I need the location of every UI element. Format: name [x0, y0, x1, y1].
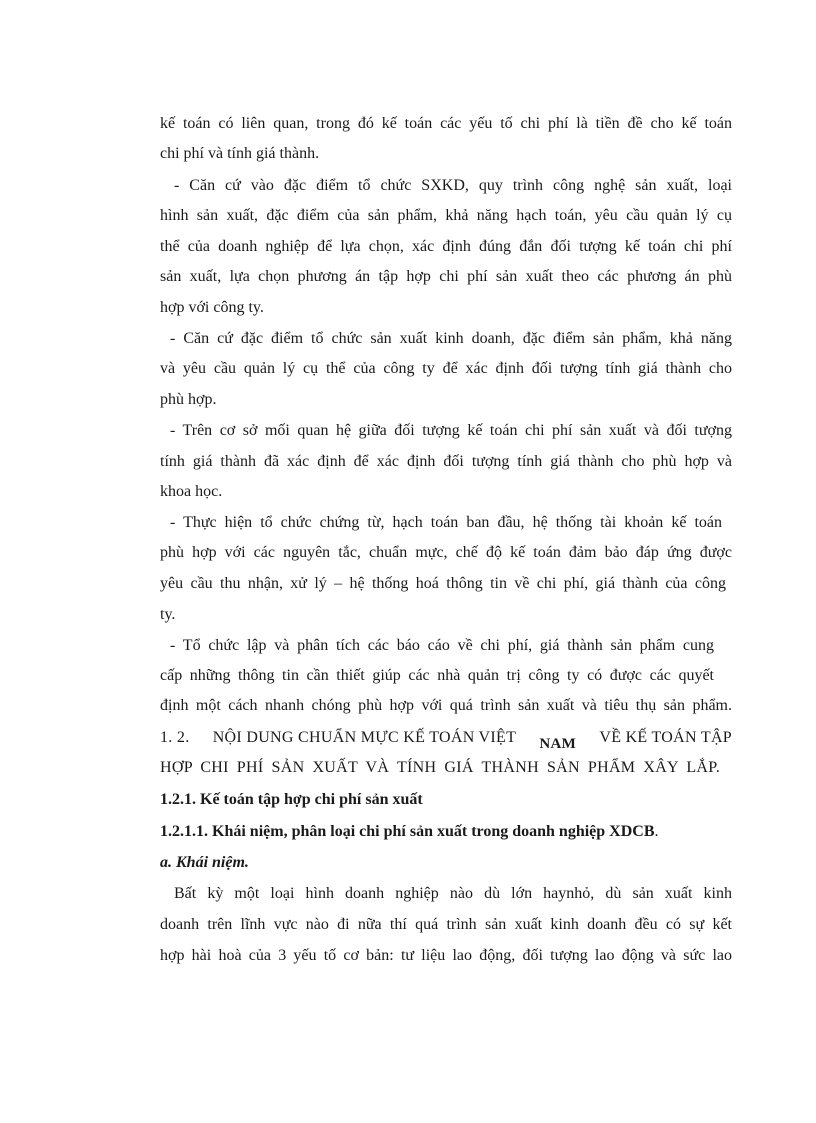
- final-line-3: hợp hài hoà của 3 yếu tố cơ bản: tư liệu lao động, đối tượng lao động và sức lao: [160, 947, 732, 964]
- bullet-line-2: - Căn cứ đặc điểm tổ chức sản xuất kinh doanh, đặc điểm sản phẩm, khả năng: [170, 330, 732, 347]
- text-line-16: yêu cầu thu nhận, xử lý – hệ thống hoá thông tin về chi phí, giá thành của công: [160, 575, 726, 592]
- bullet-line-5: - Tổ chức lập và phân tích các báo cáo về chi phí, giá thành sản phẩm cung: [170, 637, 714, 654]
- main-heading-part1: NỘI DUNG CHUẨN MỰC KẾ TOÁN VIỆT: [212, 729, 517, 746]
- bullet-line-1: - Căn cứ vào đặc điểm tổ chức SXKD, quy trình công nghệ sản xuất, loại: [174, 177, 732, 194]
- bullet-line-4: - Thực hiện tổ chức chứng từ, hạch toán ban đầu, hệ thống tài khoản kế toán: [170, 514, 722, 531]
- text-line-6: sản xuất, lựa chọn phương án tập hợp chi phí sản xuất theo các phương án phù: [160, 268, 732, 285]
- text-line-17: ty.: [160, 606, 176, 623]
- final-line-2: doanh trên lĩnh vực nào đi nữa thí quá trình sản xuất kinh doanh đều có sự kết: [160, 916, 732, 933]
- text-line-5: thể của doanh nghiệp để lựa chọn, xác định đúng đắn đối tượng kế toán chi phí: [160, 238, 732, 255]
- text-line-7: hợp với công ty.: [160, 299, 264, 316]
- heading-1-2-1-1: [160, 822, 659, 844]
- text-line-12: tính giá thành đã xác định để xác định đối tượng tính giá thành cho phù hợp và: [160, 453, 732, 470]
- text-line-4: hình sản xuất, đặc điểm của sản phẩm, khả năng hạch toán, yêu cầu quản lý cụ: [160, 207, 732, 224]
- text-line-19: cấp những thông tin cần thiết giúp các nhà quản trị công ty có được các quyết: [160, 667, 714, 684]
- heading-1-2-1: 1.2.1. Kế toán tập hợp chi phí sản xuất: [160, 791, 423, 808]
- text-line-2: chi phí và tính giá thành.: [160, 145, 320, 162]
- text-line-1: kế toán có liên quan, trong đó kế toán các yếu tố chi phí là tiền đề cho kế toán: [160, 115, 732, 132]
- bullet-line-3: - Trên cơ sở mối quan hệ giữa đối tượng kế toán chi phí sản xuất và đối tượng: [170, 422, 732, 439]
- heading-1-2-1-1-end: .: [654, 823, 659, 840]
- main-heading-nam: NAM: [539, 736, 577, 752]
- text-line-9: và yêu cầu quản lý cụ thể của công ty để xác định đối tượng tính giá thành cho: [160, 360, 732, 377]
- text-line-13: khoa học.: [160, 483, 223, 500]
- text-line-15: phù hợp với các nguyên tắc, chuẩn mực, chế độ kế toán đảm bảo đáp ứng được: [160, 544, 732, 561]
- final-line-1: Bất kỳ một loại hình doanh nghiệp nào dù lớn haynhỏ, dù sản xuất kinh: [174, 885, 732, 902]
- heading-a: a. Khái niệm.: [160, 854, 249, 871]
- text-line-20: định một cách nhanh chóng phù hợp với quá trình sản xuất và tiêu thụ sản phẩm.: [160, 697, 732, 714]
- text-line-10: phù hợp.: [160, 391, 217, 408]
- main-heading-part2: VỀ KẾ TOÁN TẬP: [599, 729, 732, 746]
- main-heading-number: 1. 2.: [160, 729, 190, 746]
- main-heading-line-1: [160, 728, 732, 750]
- main-heading-line-2: HỢP CHI PHÍ SẢN XUẤT VÀ TÍNH GIÁ THÀNH SẢN PHẨM XÂY LẮP.: [160, 759, 720, 776]
- heading-1-2-1-1-text: 1.2.1.1. Khái niệm, phân loại chi phí sản xuất trong doanh nghiệp XDCB: [160, 823, 655, 840]
